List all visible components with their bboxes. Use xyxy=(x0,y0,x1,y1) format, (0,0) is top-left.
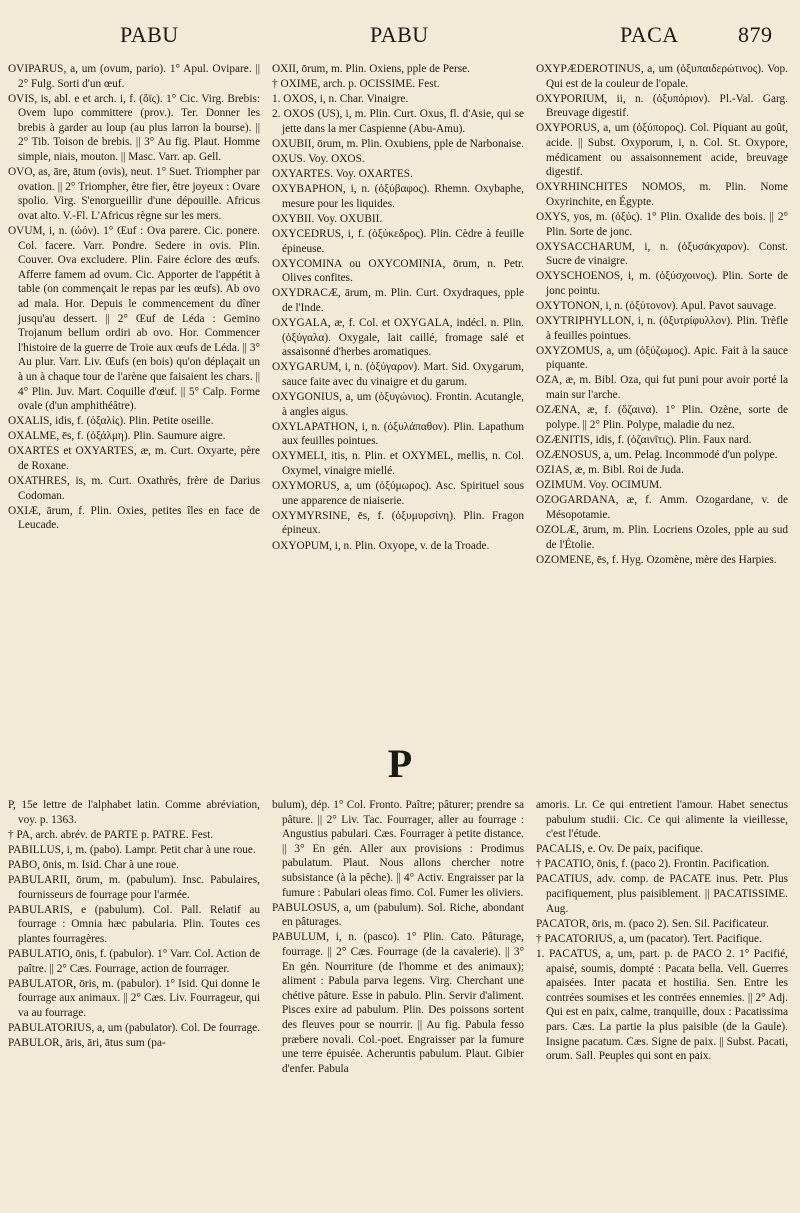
dictionary-entry: OXYGARUM, i, n. (ὀξύγαρον). Mart. Sid. Oxygarum, sauce faite avec du vinaigre et du garum. xyxy=(272,361,524,388)
dictionary-entry: OXYCEDRUS, i, f. (ὀξύκεδρος). Plin. Cèdre à feuille épineuse. xyxy=(272,228,524,255)
dictionary-entry: 1. OXOS, i, n. Char. Vinaigre. xyxy=(272,93,409,106)
dictionary-entry: OZIAS, æ, m. Bibl. Roi de Juda. xyxy=(536,464,684,477)
dictionary-entry: OXYLAPATHON, i, n. (ὀξυλάπαθον). Plin. Lapathum aux feuilles pointues. xyxy=(272,420,524,448)
dictionary-entry: † PACATORIUS, a, um (pacator). Tert. Pacifique. xyxy=(536,932,762,945)
dictionary-entry: † OXIME, arch. p. OCISSIME. Fest. xyxy=(272,78,440,91)
dictionary-entry: OXYGALA, æ, f. Col. et OXYGALA, indécl. n. Plin. (ὀξύγαλα). Oxygale, lait caillé, fromage salé et assaisonné d'herbes aromatiques. xyxy=(272,317,524,359)
dictionary-entry: PABULARIS, e (pabulum). Col. Pall. Relatif au fourrage : Omnia hæc pabularia. Plin. Toutes ces plantes fourragères. xyxy=(8,903,260,945)
dictionary-entry: OZOGARDANA, æ, f. Amm. Ozogardane, v. de Mésopotamie. xyxy=(536,494,788,521)
dictionary-entry: OXARTES et OXYARTES, æ, m. Curt. Oxyarte, père de Roxane. xyxy=(8,445,260,473)
dictionary-entry: OXIÆ, ārum, f. Plin. Oxies, petites îles en face de Leucade. xyxy=(8,504,260,532)
running-head xyxy=(0,22,800,52)
dictionary-entry: PABULARII, ōrum, m. (pabulum). Insc. Pabulaires, fournisseurs de fourrage pour l'armée. xyxy=(8,873,260,901)
dictionary-entry: PABULOR, āris, āri, ātus sum (pa- xyxy=(8,1037,166,1049)
dictionary-entry: P, 15e lettre de l'alphabet latin. Comme abréviation, voy. p. 1363. xyxy=(8,799,260,826)
bottom-column-2 xyxy=(272,798,524,1203)
dictionary-entry: OXYDRACÆ, ārum, m. Plin. Curt. Oxydraques, pple de l'Inde. xyxy=(272,287,524,314)
dictionary-entry: OZÆNOSUS, a, um. Pelag. Incommodé d'un polype. xyxy=(536,448,778,461)
dictionary-entry: OXYGONIUS, a, um (ὀξυγώνιος). Frontin. Acutangle, à angles aigus. xyxy=(272,391,524,418)
dictionary-entry: OXYOPUM, i, n. Plin. Oxyope, v. de la Troade. xyxy=(272,539,490,552)
dictionary-entry: OXYBAPHON, i, n. (ὀξύβαφος). Rhemn. Oxybaphe, mesure pour les liquides. xyxy=(272,183,524,210)
dictionary-entry: OXYPÆDEROTINUS, a, um (ὀξυπαιδερώτινος). Vop. Qui est de la couleur de l'opale. xyxy=(536,63,788,90)
dictionary-entry: OXYMYRSINE, ēs, f. (ὀξυμυρσίνη). Plin. Fragon épineux. xyxy=(272,509,524,537)
dictionary-entry: OXYRHINCHITES NOMOS, m. Plin. Nome Oxyrinchite, en Égypte. xyxy=(536,181,788,208)
dictionary-entry: OZOLÆ, ārum, m. Plin. Locriens Ozoles, pple au sud de l'Étolie. xyxy=(536,523,788,551)
dictionary-entry: OZIMUM. Voy. OCIMUM. xyxy=(536,479,662,492)
dictionary-entry: OXYMORUS, a, um (ὀξύμωρος). Asc. Spirituel sous une apparence de niaiserie. xyxy=(272,480,524,507)
dictionary-entry: OZOMENE, ēs, f. Hyg. Ozomène, mère des Harpies. xyxy=(536,553,777,566)
top-column-1 xyxy=(8,62,260,722)
section-letter-heading: P xyxy=(387,741,413,786)
dictionary-entry: OXYTONON, i, n. (ὀξύτονον). Apul. Pavot sauvage. xyxy=(536,300,777,312)
bottom-column-1 xyxy=(8,798,260,1203)
dictionary-entry: † PACATIO, ōnis, f. (paco 2). Frontin. Pacification. xyxy=(536,858,770,871)
page-number: 879 xyxy=(738,22,773,47)
dictionary-entry: OXYSCHOENOS, i, m. (ὀξύσχοινος). Plin. Sorte de jonc pointu. xyxy=(536,270,788,297)
dictionary-entry: amoris. Lr. Ce qui entretient l'amour. Habet senectus pabulum studii. Cic. Ce qui alimente la vieillesse, c'est l'étude. xyxy=(536,799,788,841)
dictionary-entry: OXYCOMINA ou OXYCOMINIA, ōrum, n. Petr. Olives confites. xyxy=(272,257,524,285)
dictionary-entry: PABULATORIUS, a, um (pabulator). Col. De fourrage. xyxy=(8,1021,260,1034)
dictionary-entry: PABULOSUS, a, um (pabulum). Sol. Riche, abondant en pâturages. xyxy=(272,901,524,929)
dictionary-entry: OXUS. Voy. OXOS. xyxy=(272,153,365,166)
dictionary-entry: PACATIUS, adv. comp. de PACATE inus. Petr. Plus pacifiquement, plus paisiblement. || PACATISSIME. Aug. xyxy=(536,873,788,915)
dictionary-entry: OZA, æ, m. Bibl. Oza, qui fut puni pour avoir porté la main sur l'arche. xyxy=(536,374,788,402)
dictionary-entry: PABULATOR, ōris, m. (pabulor). 1° Isid. Qui donne le fourrage aux animaux. || 2° Cæs. Liv. Fourrageur, qui va au fourrage. xyxy=(8,977,260,1019)
dictionary-entry: OXYPORUS, a, um (ὀξύπορος). Col. Piquant au goût, acide. || Subst. Oxyporum, i, n. Col. St. Oxypore, médicament ou assaisonnement acide, breuvage digestif. xyxy=(536,122,788,179)
dictionary-entry: PACALIS, e. Ov. De paix, pacifique. xyxy=(536,843,704,856)
dictionary-entry: OXII, ōrum, m. Plin. Oxiens, pple de Perse. xyxy=(272,63,470,75)
dictionary-entry: PABILLUS, i, m. (pabo). Lampr. Petit char à une roue. xyxy=(8,843,256,856)
top-column-2 xyxy=(272,62,524,722)
dictionary-entry: OVUM, i, n. (ὠόν). 1° Œuf : Ova parere. Cic. ponere. Col. facere. Varr. Pondre. Sedere in ovis. Plin. Couver. Ova excludere. Plin. Faire éclore des œufs. Afferre famem ad ovum. Cic. Apporter de l'appétit à table (on commençait le repas par les œufs). Ab ovo ad mala. Hor. Depuis le commencement du dîner jusqu'au dessert. || 2° Œuf de Léda : Gemino Trojanum bellum ordiri ab ovo. Hor. Commencer l'histoire de la guerre de Troie aux œufs de Léda. || 3° Au plur. Varr. Liv. Œufs (en bois) qu'on déplaçait un à un à chaque tour de l'arène que faisaient les chars. || 4° Plin. Juv. Mart. Coquille d'œuf. || 5° Calp. Forme ovale (d'un amphithéâtre). xyxy=(8,225,260,413)
dictionary-entry: PABULUM, i, n. (pasco). 1° Plin. Cato. Pâturage, fourrage. || 2° Cæs. Fourrage (de la cavalerie). || 3° En gén. Nourriture (de l'homme et des animaux); aliment : Pabula parva legens. Virg. Cherchant une chétive pâture. Esse in pabulo. Plin. Servir d'aliment. Pisces exire ad pabulum. Plin. Des poissons sortent des fleuves pour se nourrir. || Au fig. Pabula fesso præbere novali. Col.-poet. Engraisser par la fumure une terre épuisée. Acheruntis pabulum. Plaut. Gibier d'enfer. Pabula xyxy=(272,931,524,1075)
dictionary-entry: OXALIS, idis, f. (ὀξαλίς). Plin. Petite oseille. xyxy=(8,415,214,428)
dictionary-entry: OZÆNA, æ, f. (ὄζαινα). 1° Plin. Ozène, sorte de polype. || 2° Plin. Polype, maladie du nez. xyxy=(536,404,788,431)
dictionary-entry: PACATOR, ōris, m. (paco 2). Sen. Sil. Pacificateur. xyxy=(536,917,769,930)
dictionary-entry: 2. OXOS (US), i, m. Plin. Curt. Oxus, fl. d'Asie, qui se jette dans la mer Caspienne (Abu-Amu). xyxy=(272,108,524,135)
dictionary-entry: OXYARTES. Voy. OXARTES. xyxy=(272,168,413,181)
dictionary-entry: † PA, arch. abrév. de PARTE p. PATRE. Fest. xyxy=(8,828,214,841)
dictionary-entry: bulum), dép. 1° Col. Fronto. Paître; pâturer; prendre sa pâture. || 2° Liv. Tac. Fourrager, aller au fourrage : Angustius pabulari. Cæs. Fourrager à petite distance. || 3° En gén. Aller aux provisions : Prodimus pabulatum. Plaut. Nous allons chercher notre subsistance (à la pêche). || 4° Activ. Engraisser par la fumure : Pabulari oleas fimo. Col. Fumer les oliviers. xyxy=(272,799,524,899)
dictionary-entry: PABO, ōnis, m. Isid. Char à une roue. xyxy=(8,858,179,871)
center-running-head: PABU xyxy=(370,22,429,47)
dictionary-entry: OXYBII. Voy. OXUBII. xyxy=(272,212,383,225)
dictionary-entry: OZÆNITIS, idis, f. (ὀζαινῖτις). Plin. Faux nard. xyxy=(536,433,752,446)
dictionary-entry: OXYS, yos, m. (ὀξύς). 1° Plin. Oxalide des bois. || 2° Plin. Sorte de jonc. xyxy=(536,210,788,238)
left-running-head: PABU xyxy=(120,22,179,47)
dictionary-entry: OXYPORIUM, ii, n. (ὀξυπόριον). Pl.-Val. Garg. Breuvage digestif. xyxy=(536,92,788,120)
dictionary-entry: OXUBII, ōrum, m. Plin. Oxubiens, pple de Narbonaise. xyxy=(272,137,524,150)
dictionary-entry: OXYZOMUS, a, um (ὀξύζωμος). Apic. Fait à la sauce piquante. xyxy=(536,344,788,372)
dictionary-entry: OVO, as, āre, ātum (ovis), neut. 1° Suet. Triompher par ovation. || 2° Triompher, être fier, être joyeux : Ovare spolio. Virg. S'enorgueillir d'une dépouille. Africus ovat alto. V.-Fl. L'Africus règne sur les mers. xyxy=(8,166,260,222)
dictionary-entry: OXYTRIPHYLLON, i, n. (ὀξυτρίφυλλον). Plin. Trèfle à feuilles pointues. xyxy=(536,315,788,342)
dictionary-entry: 1. PACATUS, a, um, part. p. de PACO 2. 1° Pacifié, apaisé, soumis, dompté : Pacata bella. Vell. Guerres apaisées. Inter pacata et hostilia. Sen. Entre les contrées soumises et les contrées ennemies. || 2° Adj. Qui est en paix, calme, tranquille, doux : Pacatissima pars. Cæs. La partie la plus paisible (de la Gaule). Insigne pacatum. Cæs. Signe de paix. || Subst. Pacati, orum. Sall. Peuples qui sont en paix. xyxy=(536,947,788,1063)
dictionary-entry: OXYSACCHARUM, i, n. (ὀξυσάκχαρον). Const. Sucre de vinaigre. xyxy=(536,240,788,268)
dictionary-entry: PABULATIO, ōnis, f. (pabulor). 1° Varr. Col. Action de paître. || 2° Cæs. Fourrage, action de fourrager. xyxy=(8,947,260,975)
dictionary-entry: OXATHRES, is, m. Curt. Oxathrès, frère de Darius Codoman. xyxy=(8,475,260,502)
top-column-3 xyxy=(536,62,788,722)
right-running-head: PACA xyxy=(620,22,679,47)
dictionary-entry: OVIPARUS, a, um (ovum, pario). 1° Apul. Ovipare. || 2° Fulg. Sorti d'un œuf. xyxy=(8,63,260,90)
dictionary-entry: OXYMELI, itis, n. Plin. et OXYMEL, mellis, n. Col. Oxymel, vinaigre miellé. xyxy=(272,450,524,478)
dictionary-entry: OXALME, ēs, f. (ὀξάλμη). Plin. Saumure aigre. xyxy=(8,430,226,443)
bottom-column-3 xyxy=(536,798,788,1203)
dictionary-entry: OVIS, is, abl. e et arch. i, f. (ὄϊς). 1° Cic. Virg. Brebis: Ovem lupo committere (prov.). Ter. Donner les brebis à garder au loup (au plus larron la bourse). || 2° Tib. Toison de brebis. || 3° Au fig. Plaut. Homme simple, niais, mouton. || Masc. Varr. ap. Gell. xyxy=(8,92,260,164)
